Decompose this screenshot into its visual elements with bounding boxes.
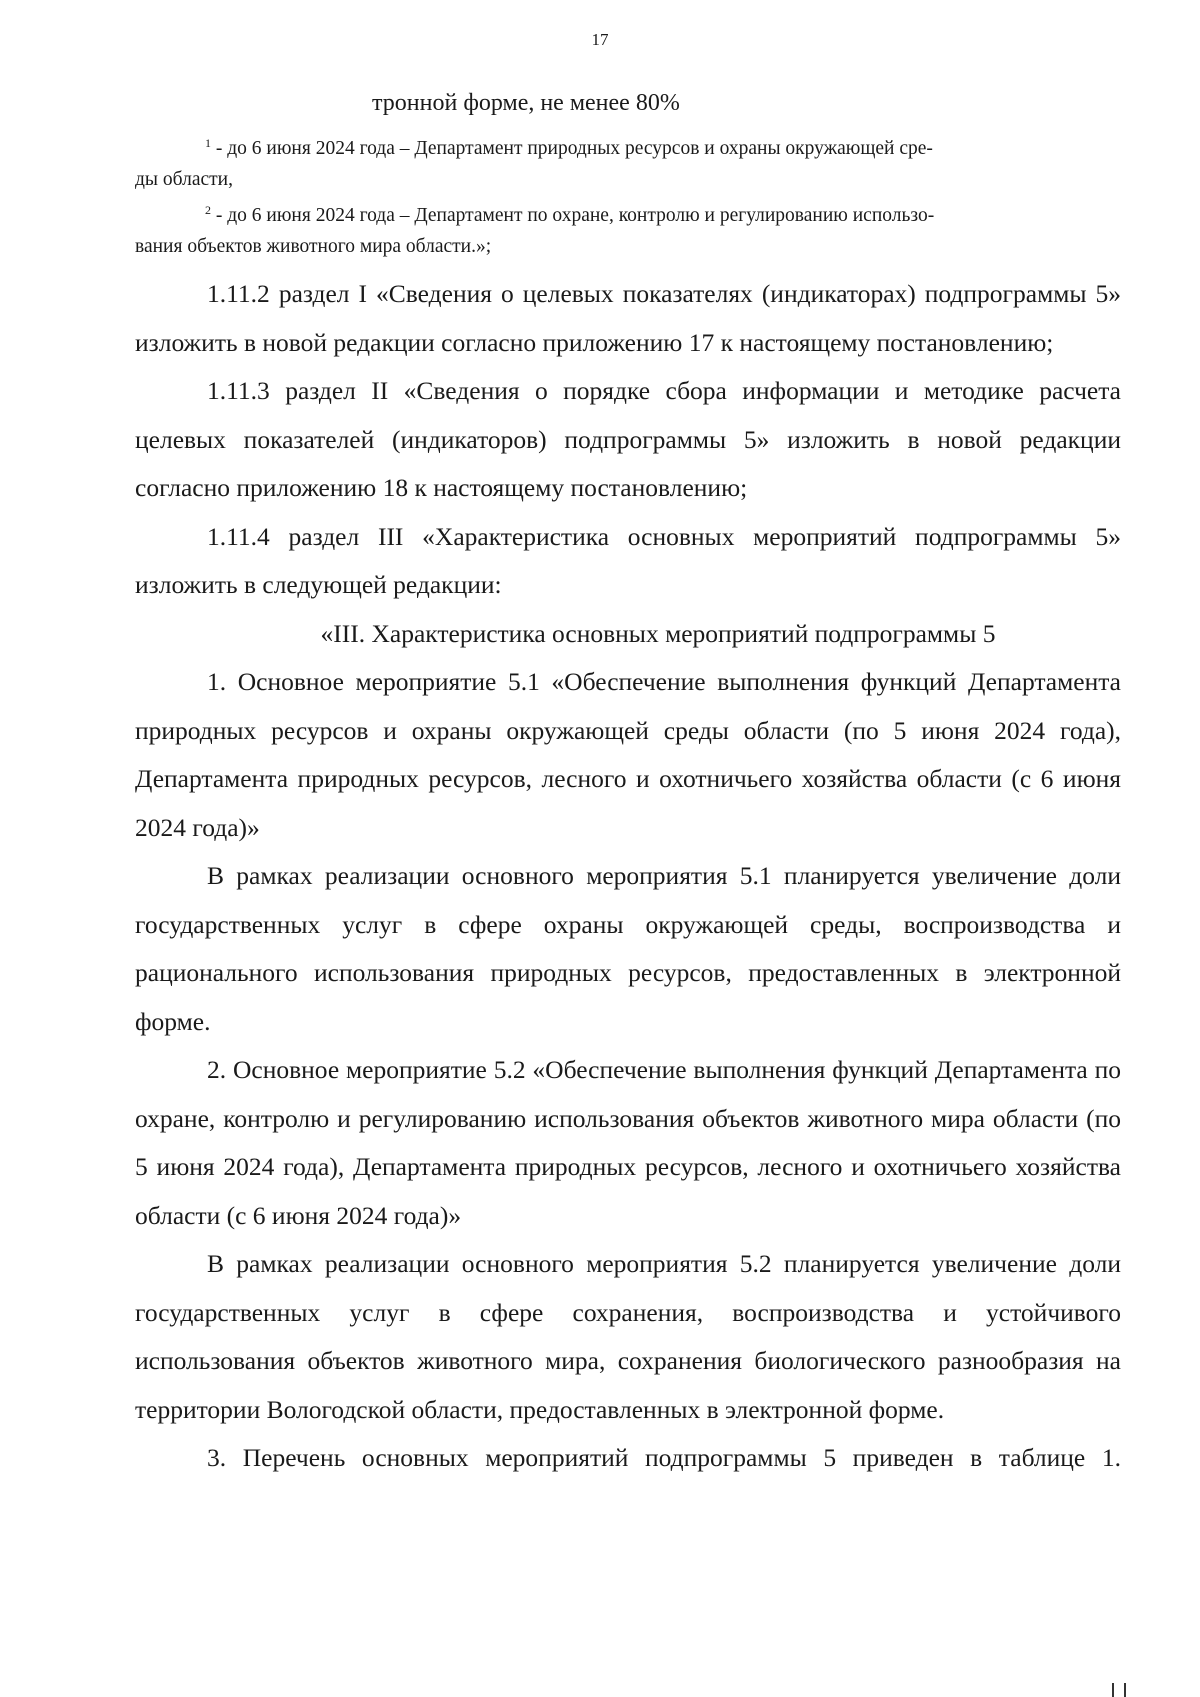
table-row-continuation: тронной форме, не менее 80% bbox=[372, 90, 680, 116]
footnote-marker: 1 bbox=[205, 136, 211, 150]
footnote-text: - до 6 июня 2024 года – Департамент природных ресурсов и охраны окружающей сре- bbox=[211, 138, 933, 159]
paragraph-measure-5-2: 2. Основное мероприятие 5.2 «Обеспечение выполнения функций Департамента по охране, контролю и регулированию использования объектов животного мира области (по 5 июня 2024 года), Департамента природных ресурсов, лесного и охотничьего хозяйства области (с 6 июня 2024 года)» bbox=[135, 1055, 1121, 1230]
paragraph-measure-5-1-description: В рамках реализации основного мероприятия 5.1 планируется увеличение доли государственных услуг в сфере охраны окружающей среды, воспроизводства и рационального использования природных ресурсов, предоставленных в электронной форме. bbox=[135, 861, 1121, 1036]
page-number: 17 bbox=[591, 30, 609, 49]
footnote-1 bbox=[135, 128, 1091, 164]
footnote-marker: 2 bbox=[205, 203, 211, 217]
footnote-2 bbox=[135, 195, 1091, 231]
paragraph-1-11-2: 1.11.2 раздел I «Сведения о целевых показателях (индикаторах) подпрограммы 5» изложить в новой редакции согласно приложению 17 к настоящему постановлению; bbox=[135, 279, 1121, 357]
document-body bbox=[135, 270, 1121, 1483]
paragraph-measures-list: 3. Перечень основных мероприятий подпрограммы 5 приведен в таблице 1. bbox=[207, 1443, 1121, 1472]
footnote-text: - до 6 июня 2024 года – Департамент по охране, контролю и регулированию использо- bbox=[211, 205, 935, 226]
paragraph-1-11-4: 1.11.4 раздел III «Характеристика основных мероприятий подпрограммы 5» изложить в следующей редакции: bbox=[135, 521, 1121, 599]
footnote-1-continuation: ды области, bbox=[135, 169, 233, 190]
paragraph-measure-5-1: 1. Основное мероприятие 5.1 «Обеспечение выполнения функций Департамента природных ресурсов и охраны окружающей среды области (по 5 июня 2024 года), Департамента природных ресурсов, лесного и охотничьего хозяйства области (с 6 июня 2024 года)» bbox=[135, 667, 1121, 842]
paragraph-measure-5-2-description: В рамках реализации основного мероприятия 5.2 планируется увеличение доли государственных услуг в сфере сохранения, воспроизводства и устойчивого использования объектов животного мира, сохранения биологического разнообразия на территории Вологодской области, предоставленных в электронной форме. bbox=[135, 1249, 1121, 1424]
paragraph-1-11-3: 1.11.3 раздел II «Сведения о порядке сбора информации и методике расчета целевых показателей (индикаторов) подпрограммы 5» изложить в новой редакции согласно приложению 18 к настоящему постановлению; bbox=[135, 376, 1121, 502]
scan-corner-mark bbox=[1110, 1681, 1132, 1697]
footnote-2-continuation: вания объектов животного мира области.»; bbox=[135, 236, 492, 257]
section-heading: «III. Характеристика основных мероприятий подпрограммы 5 bbox=[320, 618, 996, 648]
footnotes bbox=[135, 128, 1091, 262]
